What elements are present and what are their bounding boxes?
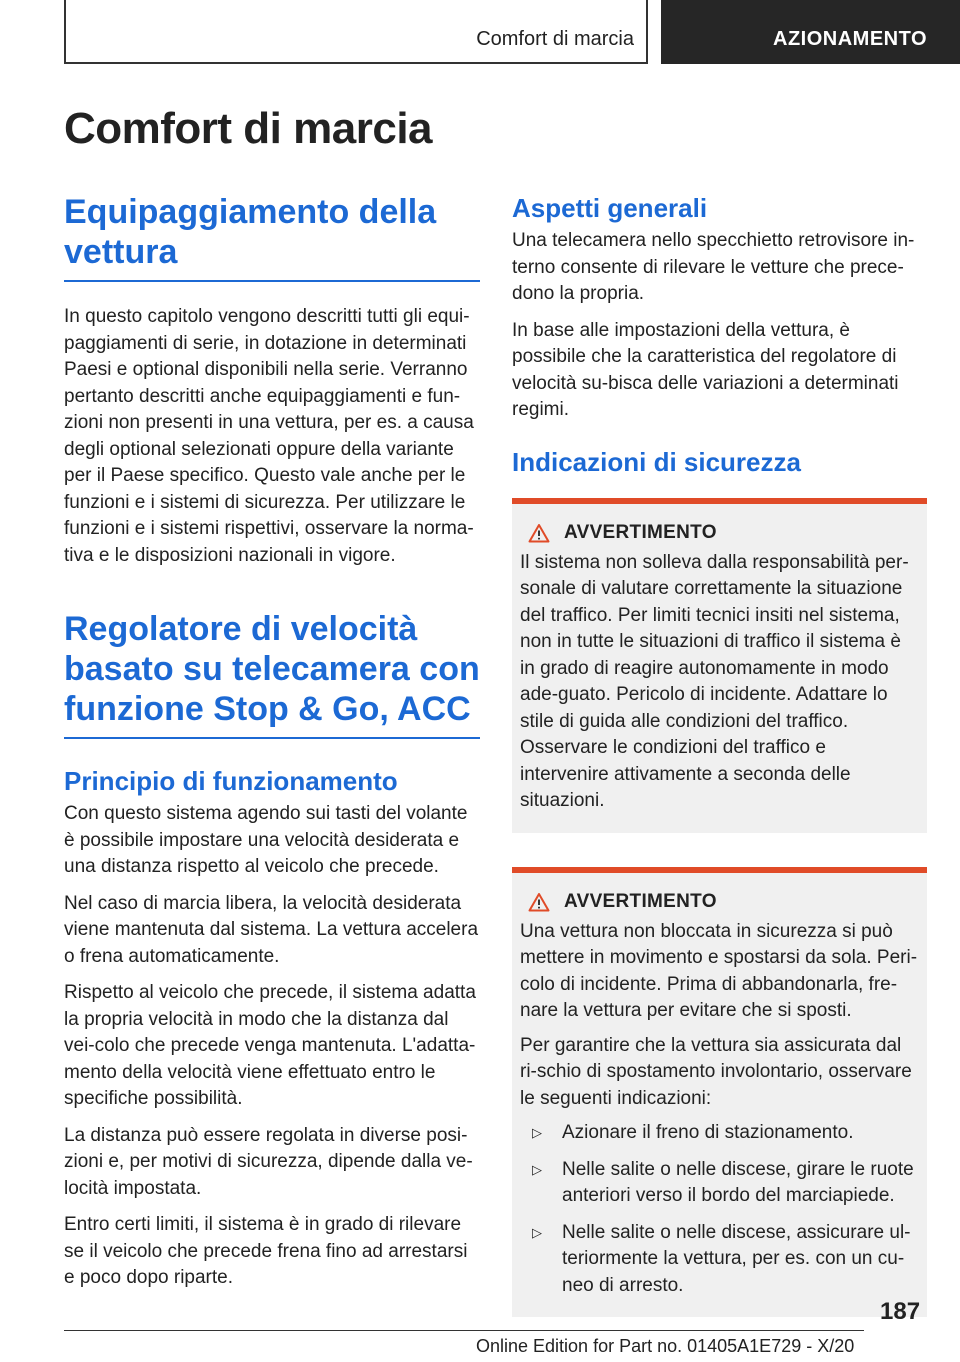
- page-number: 187: [880, 1298, 921, 1325]
- right-column: [512, 192, 927, 1317]
- list-item-text: Nelle salite o nelle discese, girare le ruote anteriori verso il bordo del marciapiede.: [562, 1158, 914, 1206]
- general-heading: Aspetti generali: [512, 193, 708, 223]
- principle-paragraph: Entro certi limiti, il sistema è in grado di rilevare se il veicolo che precede frena fino ad arrestarsi e poco dopo riparte.: [64, 1214, 468, 1288]
- warning-triangle-icon: [528, 892, 550, 912]
- warning-text: Il sistema non solleva dalla responsabilità per-sonale di valutare correttamente la situazione del traffico. Per limiti tecnici insiti nel sistema, non in tutte le situazioni di traffico il sistema è in grado di reagire autonomamente in modo ade-guato. Pericolo di incidente. Adattare lo stile di guida alle condizioni del traffico. Osservare le condizioni del traffico e intervenire attivamente a seconda delle situazioni.: [520, 551, 909, 811]
- list-item-text: Azionare il freno di stazionamento.: [562, 1122, 854, 1143]
- header-chapter-label: AZIONAMENTO: [773, 28, 928, 50]
- left-column: [64, 192, 480, 1302]
- principle-paragraph: Nel caso di marcia libera, la velocità desiderata viene mantenuta dal sistema. La vettura accelera o frena automaticamente.: [64, 892, 479, 967]
- general-paragraph: In base alle impostazioni della vettura, è possibile che la caratteristica del regolatore di velocità su-bisca delle variazioni a determinati regimi.: [512, 319, 899, 420]
- header-section-label: Comfort di marcia: [476, 28, 634, 50]
- safety-heading: Indicazioni di sicurezza: [512, 446, 801, 477]
- page-title: Comfort di marcia: [64, 104, 433, 153]
- warning-box: [512, 498, 927, 833]
- principle-paragraph: La distanza può essere regolata in diverse posi-zioni e, per motivi di sicurezza, dipende dalla ve-locità impostata.: [64, 1124, 473, 1199]
- equipment-text: In questo capitolo vengono descritti tutti gli equi-paggiamenti di serie, in dotazione in determinati Paesi e optional disponibili nella serie. Verranno pertanto descritti anche equipaggiamenti e fun-zioni non presenti in una vettura, per es. a causa degli optional selezionati oppure della variante per il Paese specifico. Questo vale anche per le funzioni e i sistemi di sicurezza. Per utilizzare le funzioni e i sistemi rispettivi, osservare la norma-tiva e le disposizioni nazionali in vigore.: [64, 306, 474, 566]
- list-item: [520, 1157, 919, 1210]
- principle-body: [64, 801, 480, 1292]
- triangle-bullet-icon: ▷: [532, 1224, 542, 1240]
- general-body: [512, 228, 927, 424]
- footer-edition: Online Edition for Part no. 01405A1E729 - X/20: [476, 1336, 855, 1356]
- warning-title: AVVERTIMENTO: [564, 521, 717, 543]
- list-item: [520, 1120, 919, 1147]
- acc-heading-rule: [64, 737, 480, 739]
- warning-triangle-icon: [528, 523, 550, 543]
- principle-paragraph: Con questo sistema agendo sui tasti del volante è possibile impostare una velocità desiderata e una distanza rispetto al veicolo che precede.: [64, 803, 468, 877]
- warning-header: [520, 522, 919, 544]
- warning-list: [520, 1120, 919, 1299]
- header-chapter-tab: [661, 0, 960, 64]
- equipment-heading-rule: [64, 280, 480, 282]
- acc-heading: Regolatore di velocità basato su telecamera con funzione Stop & Go, ACC: [64, 610, 480, 728]
- general-paragraph: Una telecamera nello specchietto retrovisore in-terno consente di rilevare le vetture che prece-dono la propria.: [512, 230, 915, 304]
- warning-title: AVVERTIMENTO: [564, 890, 717, 912]
- warning-text: Una vettura non bloccata in sicurezza si può mettere in movimento e spostarsi da sola. Peri-colo di incidente. Prima di abbandonarla, fre-nare la vettura per evitare che si sposti.: [520, 920, 918, 1021]
- list-item-text: Nelle salite o nelle discese, assicurare ul-teriormente la vettura, per es. con un cu-neo di arresto.: [562, 1221, 911, 1296]
- triangle-bullet-icon: ▷: [532, 1125, 542, 1140]
- principle-paragraph: Rispetto al veicolo che precede, il sistema adatta la propria velocità in modo che la distanza dal vei-colo che precede venga mantenuta. L'adatta-mento della velocità viene effettuato entro le specifiche possibilità.: [64, 982, 476, 1109]
- warning-text: Per garantire che la vettura sia assicurata dal ri-schio di spostamento involontario, osservare le seguenti indicazioni:: [520, 1034, 912, 1109]
- equipment-heading: Equipaggiamento della vettura: [64, 193, 437, 271]
- warning-box: [512, 867, 927, 1318]
- triangle-bullet-icon: ▷: [532, 1161, 542, 1177]
- list-item: [520, 1220, 919, 1300]
- warning-header: [520, 891, 919, 913]
- header-section-tab: [64, 0, 648, 64]
- footer-rule: [64, 1330, 864, 1331]
- principle-heading: Principio di funzionamento: [64, 766, 398, 796]
